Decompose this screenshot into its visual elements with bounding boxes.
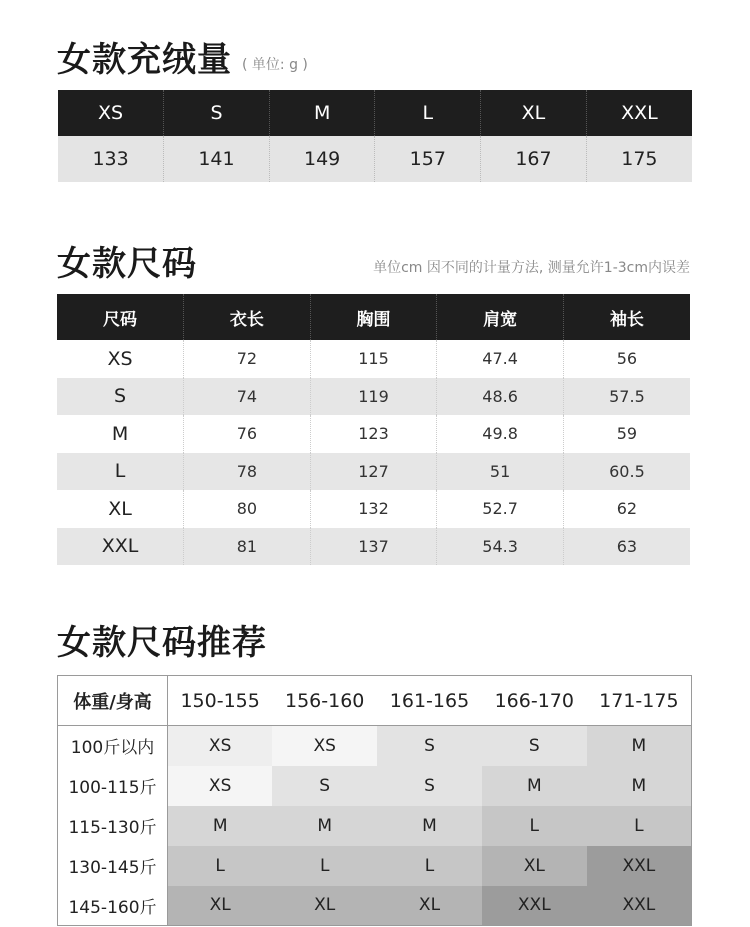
rec-cell: S — [377, 766, 482, 806]
down-value-cell: 149 — [269, 136, 375, 182]
size-cell: S — [57, 378, 184, 416]
rec-weight-label: 130-145斤 — [58, 846, 168, 886]
down-value-cell: 157 — [375, 136, 481, 182]
size-cell: XS — [107, 347, 133, 370]
rec-cell: XS — [272, 726, 377, 766]
size-cell: 52.7 — [437, 490, 564, 528]
down-size-header: XS — [58, 90, 164, 136]
size-cell: 63 — [563, 528, 690, 566]
rec-cell: XXL — [587, 886, 692, 926]
rec-weight-label: 145-160斤 — [58, 886, 168, 926]
size-cell: 48.6 — [437, 378, 564, 416]
size-cell: 56 — [563, 340, 690, 378]
down-value-cell: 175 — [586, 136, 692, 182]
size-cell: 72 — [184, 340, 311, 378]
rec-cell: XL — [272, 886, 377, 926]
rec-cell: M — [168, 806, 273, 846]
rec-cell: L — [587, 806, 692, 846]
rec-weight-label: 100斤以内 — [58, 726, 168, 766]
down-size-header: XXL — [586, 90, 692, 136]
rec-height-header: 171-175 — [587, 676, 692, 726]
size-row — [57, 528, 690, 566]
size-cell: 119 — [310, 378, 437, 416]
rec-row — [58, 766, 692, 806]
size-cell: 62 — [563, 490, 690, 528]
rec-cell: M — [587, 726, 692, 766]
size-cell: XL — [108, 497, 132, 520]
rec-cell: L — [482, 806, 587, 846]
down-fill-table — [58, 90, 692, 182]
size-cell: 115 — [310, 340, 437, 378]
rec-cell: L — [272, 846, 377, 886]
size-header-row — [57, 294, 690, 340]
size-row — [57, 490, 690, 528]
rec-height-header: 166-170 — [482, 676, 587, 726]
size-measurement-note: 单位cm 因不同的计量方法, 测量允许1-3cm内误差 — [373, 260, 690, 276]
down-value-cell: 133 — [58, 136, 164, 182]
rec-header-row — [58, 676, 692, 726]
rec-cell: M — [587, 766, 692, 806]
down-value-cell: 141 — [164, 136, 270, 182]
rec-section-title: 女款尺码推荐 — [57, 623, 267, 663]
down-size-header: S — [164, 90, 270, 136]
rec-row — [58, 806, 692, 846]
rec-cell: S — [272, 766, 377, 806]
size-col-header: 衣长 — [184, 294, 311, 340]
size-cell: 137 — [310, 528, 437, 566]
down-size-header: L — [375, 90, 481, 136]
size-cell: 132 — [310, 490, 437, 528]
size-cell: M — [111, 422, 129, 445]
size-cell: 80 — [184, 490, 311, 528]
size-col-header: 尺码 — [57, 294, 184, 340]
down-value-cell: 167 — [481, 136, 587, 182]
rec-corner-label: 体重/身高 — [58, 676, 168, 726]
rec-cell: M — [377, 806, 482, 846]
rec-height-header: 150-155 — [168, 676, 273, 726]
size-cell: 60.5 — [563, 453, 690, 491]
size-cell: 76 — [184, 415, 311, 453]
rec-cell: L — [377, 846, 482, 886]
rec-row — [58, 846, 692, 886]
size-cell: 123 — [310, 415, 437, 453]
size-row — [57, 378, 690, 416]
down-size-header: M — [269, 90, 375, 136]
size-section-title: 女款尺码 — [57, 244, 197, 284]
size-row — [57, 415, 690, 453]
rec-cell: S — [377, 726, 482, 766]
down-size-header: XL — [481, 90, 587, 136]
down-unit-label: ( 单位: g ) — [242, 57, 308, 73]
size-col-header: 胸围 — [310, 294, 437, 340]
rec-cell: XL — [377, 886, 482, 926]
size-cell: 78 — [184, 453, 311, 491]
size-cell: 74 — [184, 378, 311, 416]
rec-height-header: 161-165 — [377, 676, 482, 726]
rec-cell: M — [272, 806, 377, 846]
size-cell: XXL — [57, 528, 184, 566]
rec-row — [58, 886, 692, 926]
size-cell: 49.8 — [437, 415, 564, 453]
rec-cell: S — [482, 726, 587, 766]
down-value-row — [58, 136, 692, 182]
size-row — [57, 340, 690, 378]
size-col-header: 肩宽 — [437, 294, 564, 340]
rec-height-header: 156-160 — [272, 676, 377, 726]
size-row — [57, 453, 690, 491]
rec-cell: XS — [168, 766, 273, 806]
rec-cell: M — [482, 766, 587, 806]
size-cell: 54.3 — [437, 528, 564, 566]
rec-cell: XL — [168, 886, 273, 926]
size-cell: 47.4 — [437, 340, 564, 378]
rec-weight-label: 115-130斤 — [58, 806, 168, 846]
size-cell: 51 — [437, 453, 564, 491]
rec-cell: L — [168, 846, 273, 886]
rec-cell: XXL — [482, 886, 587, 926]
rec-cell: XL — [482, 846, 587, 886]
size-col-header: 袖长 — [563, 294, 690, 340]
down-size-header-row — [58, 90, 692, 136]
rec-row — [58, 726, 692, 766]
rec-cell: XS — [168, 726, 273, 766]
size-chart-table — [57, 294, 690, 565]
size-cell: 57.5 — [563, 378, 690, 416]
size-cell: 59 — [563, 415, 690, 453]
size-recommendation-table — [57, 675, 692, 926]
size-cell: L — [57, 453, 184, 491]
rec-weight-label: 100-115斤 — [58, 766, 168, 806]
rec-cell: XXL — [587, 846, 692, 886]
down-section-title: 女款充绒量 — [57, 40, 232, 80]
size-cell: 81 — [184, 528, 311, 566]
size-cell: 127 — [310, 453, 437, 491]
